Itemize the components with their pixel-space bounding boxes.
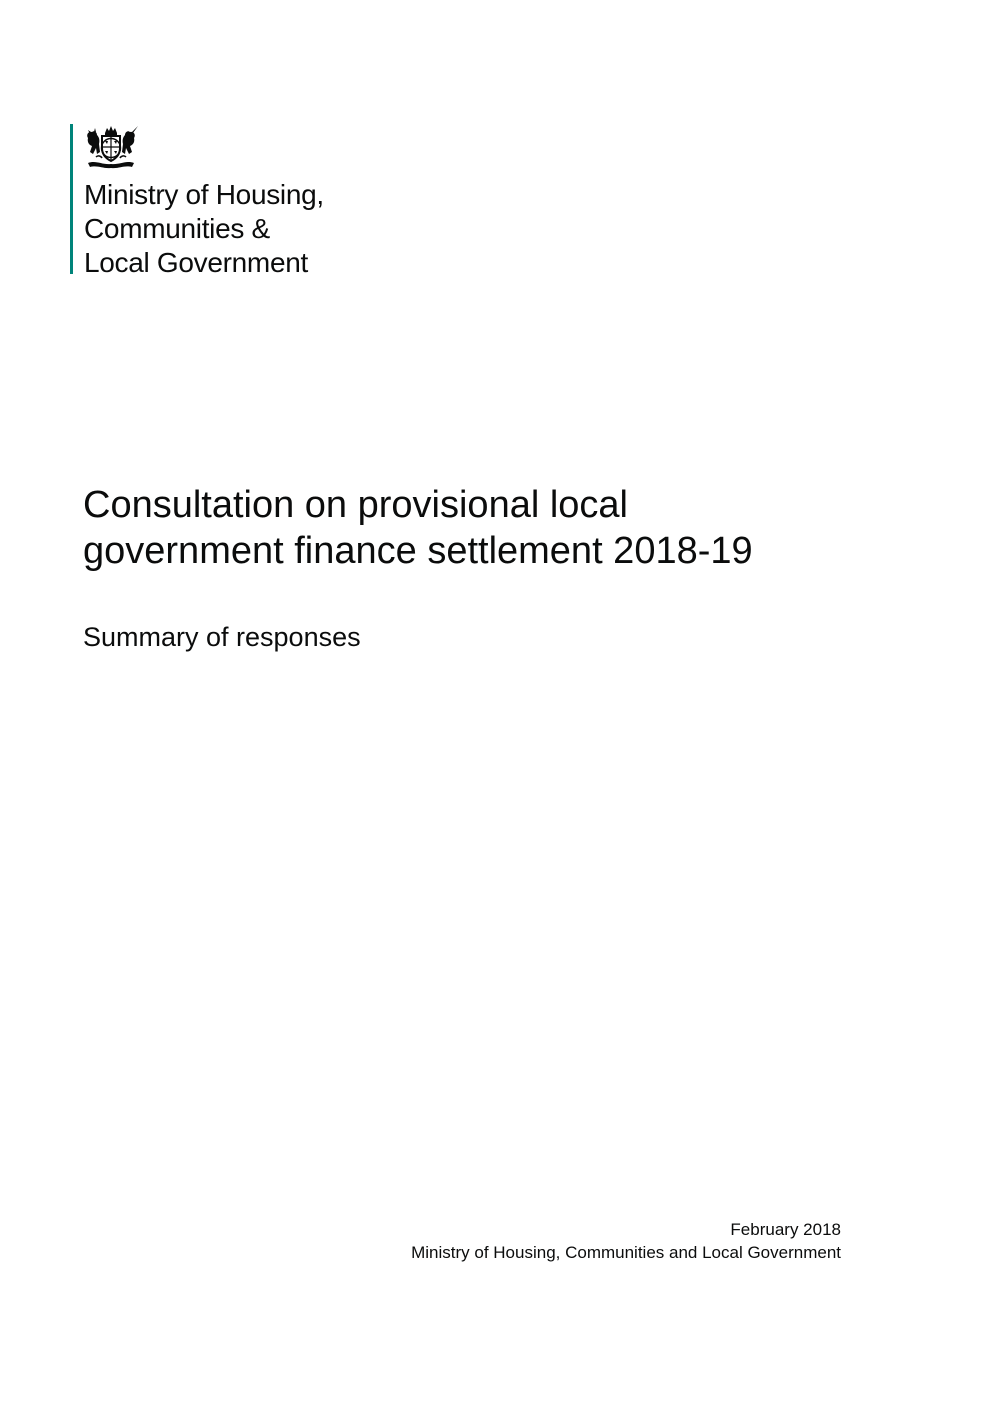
document-title-line-2: government finance settlement 2018-19: [83, 530, 753, 572]
publisher-name: Ministry of Housing, Communities and Local Government: [411, 1243, 841, 1262]
department-name: [84, 178, 324, 280]
department-name-line-3: Local Government: [84, 247, 308, 278]
department-name-line-1: Ministry of Housing,: [84, 179, 324, 210]
logo-accent-rule: [70, 124, 73, 274]
publication-info: [411, 1218, 841, 1264]
department-name-line-2: Communities &: [84, 213, 270, 244]
department-logo: [70, 124, 390, 276]
document-title: [83, 482, 903, 574]
document-title-line-1: Consultation on provisional local: [83, 484, 628, 526]
document-subtitle: Summary of responses: [83, 622, 361, 652]
publication-date: February 2018: [730, 1220, 841, 1239]
royal-coat-of-arms-icon: [82, 124, 140, 170]
